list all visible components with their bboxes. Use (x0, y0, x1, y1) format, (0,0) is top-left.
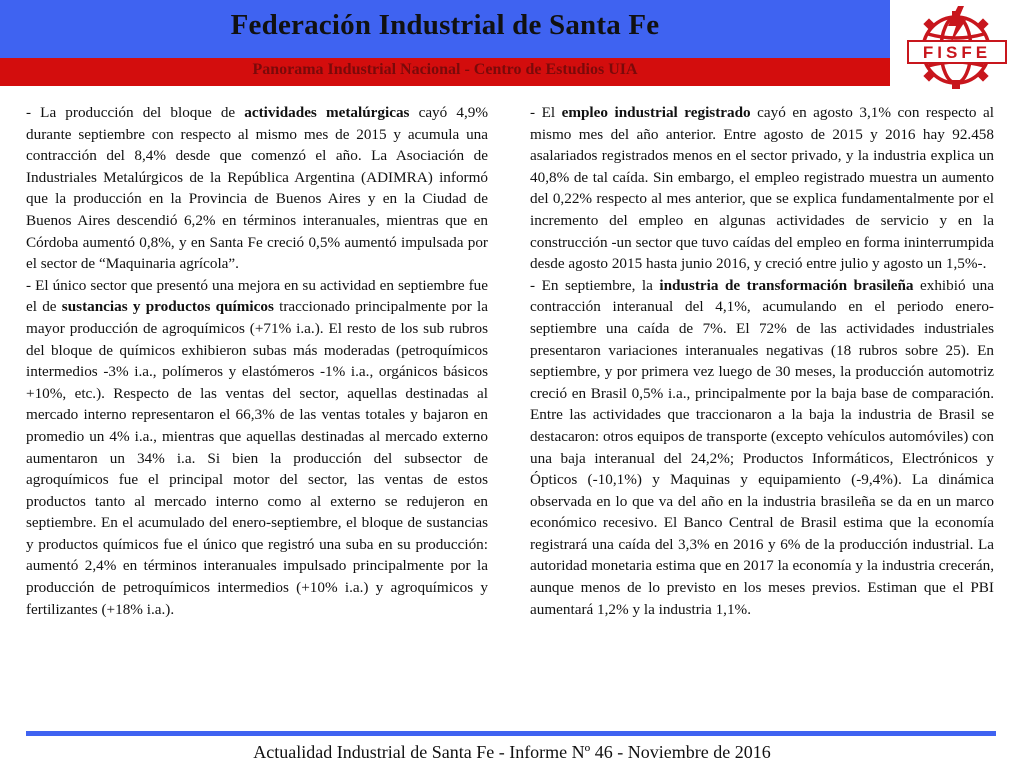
chemicals-paragraph: - El único sector que presentó una mejora en su actividad en septiembre fue el de sustancias y productos químicos traccionado principalmente por la mayor producción de agroquímicos (+71% i.a.). El resto de los sub rubros del bloque de químicos exhibieron subas más moderadas (petroquímicos intermedios -3% i.a., polímeros y elastómeros -1% i.a., orgánicos básicos +10%, etc.). Respecto de las ventas del sector, aquellas destinadas al mercado interno representaron el 66,3% de las ventas totales y bajaron en promedio un 4% i.a., mientras que aquellas destinadas al mercado externo aumentaron un 34% i.a. Si bien la producción del subsector de agroquímicos fue el principal motor del sector, las ventas de estos productos tanto al mercado interno como al externo se redujeron en septiembre. En el acumulado del enero-septiembre, el bloque de sustancias y productos químicos fue el único que registró una suba en su producción: aumentó 2,4% en términos interanuales impulsado principalmente por la producción de petroquímicos intermedios (+10% i.a.) y agroquímicos y fertilizantes (+18% i.a.). (26, 276, 488, 618)
page-subtitle: Panorama Industrial Nacional - Centro de Estudios UIA (252, 61, 638, 78)
employment-paragraph: - El empleo industrial registrado cayó en agosto 3,1% con respecto al mismo mes del año anterior. Entre agosto de 2015 y 2016 hay 92.458 asalariados registrados menos en el sector privado, y la industria explica un 40,8% de tal caída. Sin embargo, el empleo registrado muestra un aumento del 0,22% respecto al mes anterior, que se explica fundamentalmente por el incremento del empleo en algunas actividades de servicio y en la construcción -un sector que tuvo caídas del empleo en forma ininterrumpida desde agosto 2015 hasta junio 2016, y creció entre julio y agosto un 1,5%-. (530, 104, 994, 273)
fisfe-logo-text: FISFE (922, 43, 992, 62)
footer-caption: Actualidad Industrial de Santa Fe - Informe Nº 46 - Noviembre de 2016 (253, 742, 771, 762)
page-title: Federación Industrial de Santa Fe (230, 9, 660, 41)
footer-divider (26, 731, 996, 736)
fisfe-logo-icon (898, 4, 1016, 94)
left-column (26, 102, 488, 620)
brazil-industry-paragraph: - En septiembre, la industria de transformación brasileña exhibió una contracción interanual del 4,1%, acumulando en el periodo enero-septiembre una caída de 7%. El 72% de las actividades industriales presentaron variaciones interanuales negativas (18 rubros sobre 25). En septiembre, y por primera vez luego de 30 meses, la producción automotriz creció en Brasil 0,5% i.a., principalmente por la baja base de comparación. Entre las actividades que traccionaron a la baja la industria de Brasil se destacaron: otros equipos de transporte (excepto vehículos automóviles) con una baja interanual del 24,2%; Productos Informáticos, Electrónicos y Ópticos (-10,1%) y Maquinas y equipamiento (-9,4%). La dinámica observada en lo que va del año en la industria brasileña se da en un marco económico recesivo. El Banco Central de Brasil estima que la economía registrará una caída del 3,3% en 2016 y 6% de la producción industrial. La autoridad monetaria estima que en 2017 la economía y la industria crecerán, aunque menos de lo previsto en los meses previos. Estiman que el PBI aumentará 1,2% y la industria 1,1%. (530, 276, 994, 618)
fisfe-logo (898, 4, 1016, 94)
right-column (530, 102, 994, 620)
metal-industry-paragraph: - La producción del bloque de actividades metalúrgicas cayó 4,9% durante septiembre con respecto al mismo mes de 2015 y acumula una contracción del 8,4% desde que comenzó el año. La Asociación de Industriales Metalúrgicos de la República Argentina (ADIMRA) informó que la producción en la Provincia de Buenos Aires y en la Ciudad de Buenos Aires descendió 6,2% en términos interanuales, mientras que en Córdoba aumentó 0,8%, y en Santa Fe creció 0,5% aumentó impulsada por el sector de “Maquinaria agrícola”. (26, 104, 488, 273)
